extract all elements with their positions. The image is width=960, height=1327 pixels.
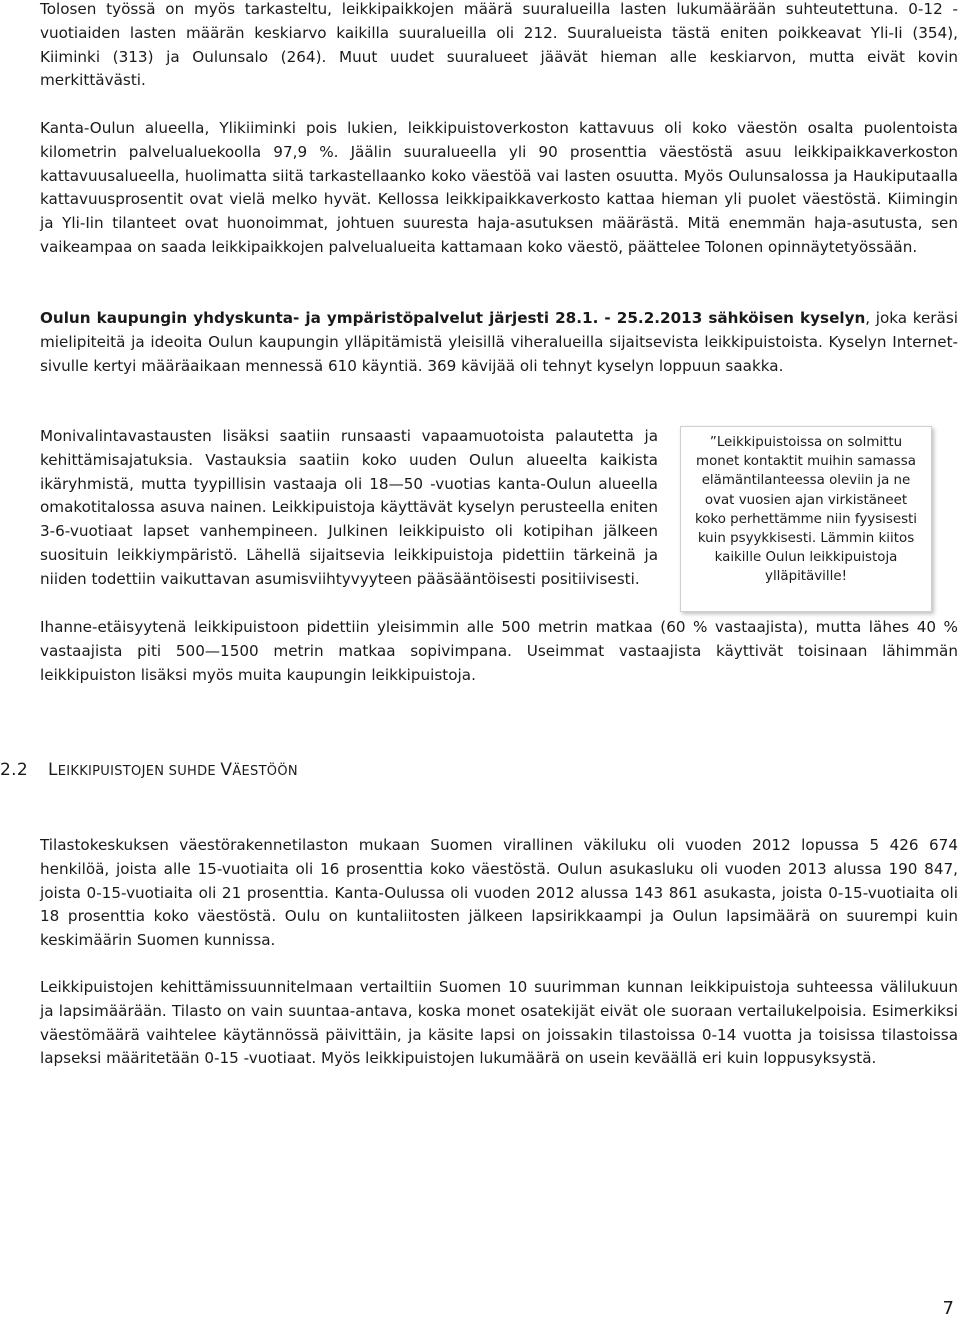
quote-box: ”Leikkipuistoissa on solmittu monet kontaktit muihin samassa elämäntilanteessa oleviin ja ne ovat vuosien ajan virkistäneet koko perhettämme niin fyysisesti kuin psyykkisesti. Lämmin kiitos kaikille Oulun leikkipuistoja ylläpitäville! bbox=[680, 426, 932, 612]
paragraph-coverage: Kanta-Oulun alueella, Ylikiiminki pois lukien, leikkipuistoverkoston kattavuus oli koko väestön osalta puolentoista kilometrin palvelualuekoolla 97,9 %. Jäälin suuralueella yli 90 prosenttia väestöstä asuu leikkipaikkaverkoston kattavuusalueella, huolimatta siitä tarkastellaanko koko väestöä vai lasten osuutta. Myös Oulunsalossa ja Haukiputaalla kattavuusprosentit ovat vielä melko hyvät. Kellossa leikkipaikkaverkosto kattaa hieman yli puolet väestöstä. Kiimingin ja Yli-Iin tilanteet ovat huonoimmat, johtuen suuresta haja-asutuksen määrästä. Mitä enemmän haja-asutusta, sen vaikeampaa on saada leikkipaikkojen palvelualueita kattamaan koko väestö, päättelee Tolonen opinnäytetyössään. bbox=[40, 119, 958, 256]
page-number: 7 bbox=[942, 1298, 954, 1319]
section-heading bbox=[0, 760, 298, 780]
paragraph-population: Tilastokeskuksen väestörakennetilaston mukaan Suomen virallinen väkiluku oli vuoden 2012 lopussa 5 426 674 henkilöä, joista alle 15-vuotiaita oli 16 prosenttia koko väestöstä. Oulun asukasluku oli vuoden 2013 alussa 190 847, joista 0-15-vuotiaita oli 21 prosenttia. Kanta-Oulussa oli vuoden 2012 alussa 143 861 asukasta, joista 0-15-vuotiaita oli 18 prosenttia koko väestöstä. Oulu on kuntaliitosten jälkeen lapsirikkaampi ja Oulun lapsimäärä on suurempi kuin keskimäärin Suomen kunnissa. bbox=[40, 836, 958, 950]
paragraph-distance: Ihanne-etäisyytenä leikkipuistoon pidettiin yleisimmin alle 500 metrin matkaa (60 % vastaajista), mutta lähes 40 % vastaajista piti 500—1500 metrin matkaa sopivimpana. Useimmat vastaajista käyttivät toisinaan lähimmän leikkipuiston lisäksi myös muita kaupungin leikkipuistoja. bbox=[40, 618, 958, 684]
heading-cap-1: L bbox=[47, 760, 58, 780]
paragraph-playground-count: Tolosen työssä on myös tarkasteltu, leikkipaikkojen määrä suuralueilla lasten lukumäärään suhteutettuna. 0-12 -vuotiaiden lasten määrän keskiarvo kaikilla suuralueilla oli 212. Suuralueista tästä eniten poikkeavat Yli-Ii (354), Kiiminki (313) ja Oulunsalo (264). Muut uudet suuralueet jäävät hieman alle keskiarvon, mutta eivät kovin merkittävästi. bbox=[40, 0, 958, 90]
paragraph-survey-results: Monivalintavastausten lisäksi saatiin runsaasti vapaamuotoista palautetta ja kehittämisajatuksia. Vastauksia saatiin koko uuden Oulun alueelta kaikista ikäryhmistä, mutta tyypillisin vastaaja oli 18—50 -vuotias kanta-Oulun alueella omakotitalossa asuva nainen. Leikkipuistoja käyttävät kyselyn perusteella eniten 3-6-vuotiaat lapset vanhempineen. Julkinen leikkipuisto oli kotipihan jälkeen suosituin leikkiympäristö. Lähellä sijaitsevia leikkipuistoja pidettiin tärkeinä ja niiden todettiin vaikuttavan asumisviihtyvyyteen pääsääntöisesti positiivisesti. bbox=[40, 427, 658, 588]
paragraph-survey bbox=[40, 307, 958, 378]
heading-rest-2: ÄESTÖÖN bbox=[232, 764, 298, 779]
section-number: 2.2 bbox=[0, 760, 28, 780]
paragraph-comparison: Leikkipuistojen kehittämissuunnitelmaan vertailtiin Suomen 10 suurimman kunnan leikkipuistoja suhteessa välilukuun ja lapsimäärään. Tilasto on vain suuntaa-antava, koska monet osatekijät eivät ole suoraan vertailukelpoisia. Esimerkiksi väestömäärä vaihtelee käytännössä päivittäin, ja käsite lapsi on joissakin tilastoissa 0-14 vuotta ja toisissa tilastoissa lapseksi määritetään 0-15 -vuotiaat. Myös leikkipuistojen lukumäärä on usein keväällä eri kuin loppusyksystä. bbox=[40, 978, 958, 1068]
survey-bold-lead: Oulun kaupungin yhdyskunta- ja ympäristöpalvelut järjesti 28.1. - 25.2.2013 sähköisen kyselyn bbox=[40, 309, 866, 327]
heading-cap-2: V bbox=[220, 760, 233, 780]
heading-rest-1: EIKKIPUISTOJEN SUHDE bbox=[57, 764, 221, 779]
survey-text: , joka keräsi mielipiteitä ja ideoita Oulun kaupungin ylläpitämistä yleisillä viheralueilla sijaitsevista leikkipuistoista. Kyselyn Internet-sivulle kertyi määräaikaan mennessä 610 käyntiä. 369 kävijää oli tehnyt kyselyn loppuun saakka. bbox=[40, 309, 958, 375]
